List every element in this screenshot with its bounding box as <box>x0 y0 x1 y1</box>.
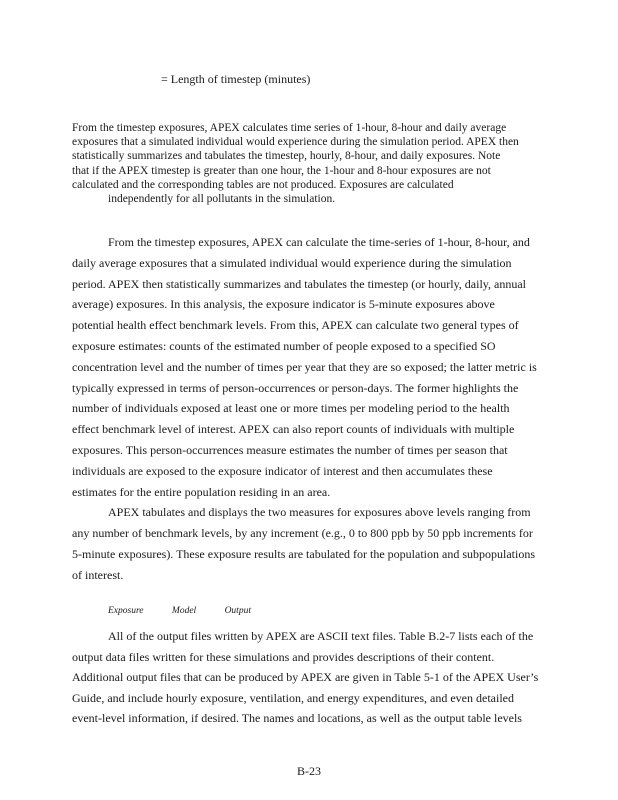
heading-word: Exposure <box>108 606 144 616</box>
text-line: statistically summarizes and tabulates the timestep, hourly, 8-hour, and daily exposures. Note <box>72 150 501 163</box>
text-line: From the timestep exposures, APEX can calculate the time-series of 1-hour, 8-hour, and <box>108 235 530 249</box>
text-line: effect benchmark level of interest. APEX can also report counts of individuals with multiple <box>72 422 515 437</box>
text-line: From the timestep exposures, APEX calculates time series of 1-hour, 8-hour and daily average <box>72 122 507 134</box>
heading-word: Output <box>224 606 251 616</box>
text-line: exposure estimates: counts of the estimated number of people exposed to a specified SO <box>72 338 496 353</box>
heading-word: Model <box>171 606 197 616</box>
paragraph-one <box>72 121 572 206</box>
text-line: Guide, and include hourly exposure, ventilation, and energy expenditures, and even detailed <box>72 690 514 705</box>
text-line: estimates for the entire population residing in an area. <box>72 484 331 499</box>
text-line: concentration level and the number of times per year that they are so exposed; the latter metric is <box>72 359 537 374</box>
text-line: average) exposures. In this analysis, the exposure indicator is 5-minute exposures above <box>72 297 495 312</box>
output-section <box>72 626 572 729</box>
section-heading <box>108 606 277 616</box>
text-line: any number of benchmark levels, by any increment (e.g., 0 to 800 ppb by 50 ppb increments for <box>72 526 533 541</box>
text-line: that if the APEX timestep is greater than one hour, the 1-hour and 8-hour exposures are not <box>72 164 491 177</box>
text-line: exposures that a simulated individual would experience during the simulation period. APEX then <box>72 136 519 149</box>
text-line: 5-minute exposures). These exposure results are tabulated for the population and subpopulations <box>72 546 535 561</box>
text-line: All of the output files written by APEX are ASCII text files. Table B.2-7 lists each of the <box>108 629 534 643</box>
text-line: exposures. This person-occurrences measure estimates the number of times per season that <box>72 442 508 457</box>
text-line: individuals are exposed to the exposure indicator of interest and then accumulates these <box>72 463 493 478</box>
body-paragraphs <box>72 232 572 586</box>
text-line: potential health effect benchmark levels. From this, APEX can calculate two general types of <box>72 318 519 333</box>
text-line: APEX tabulates and displays the two measures for exposures above levels ranging from <box>108 505 531 520</box>
text-line: period. APEX then statistically summarizes and tabulates the timestep (or hourly, daily, annual <box>72 276 527 291</box>
text-line: event-level information, if desired. The names and locations, as well as the output table levels <box>72 711 522 726</box>
page-number: B-23 <box>297 764 321 778</box>
text-line: daily average exposures that a simulated individual would experience during the simulation <box>72 255 512 270</box>
text-line: output data files written for these simulations and provides descriptions of their content. <box>72 649 495 664</box>
text-line: number of individuals exposed at least one or more times per modeling period to the health <box>72 401 510 416</box>
text-line: of interest. <box>72 567 124 582</box>
text-line: Additional output files that can be produced by APEX are given in Table 5-1 of the APEX User’s <box>72 670 539 685</box>
text-line: typically expressed in terms of person-occurrences or person-days. The former highlights the <box>72 380 519 395</box>
equation-line: = Length of timestep (minutes) <box>161 72 311 86</box>
text-line: independently for all pollutants in the simulation. <box>108 193 336 206</box>
text-line: calculated and the corresponding tables are not produced. Exposures are calculated <box>72 178 454 191</box>
